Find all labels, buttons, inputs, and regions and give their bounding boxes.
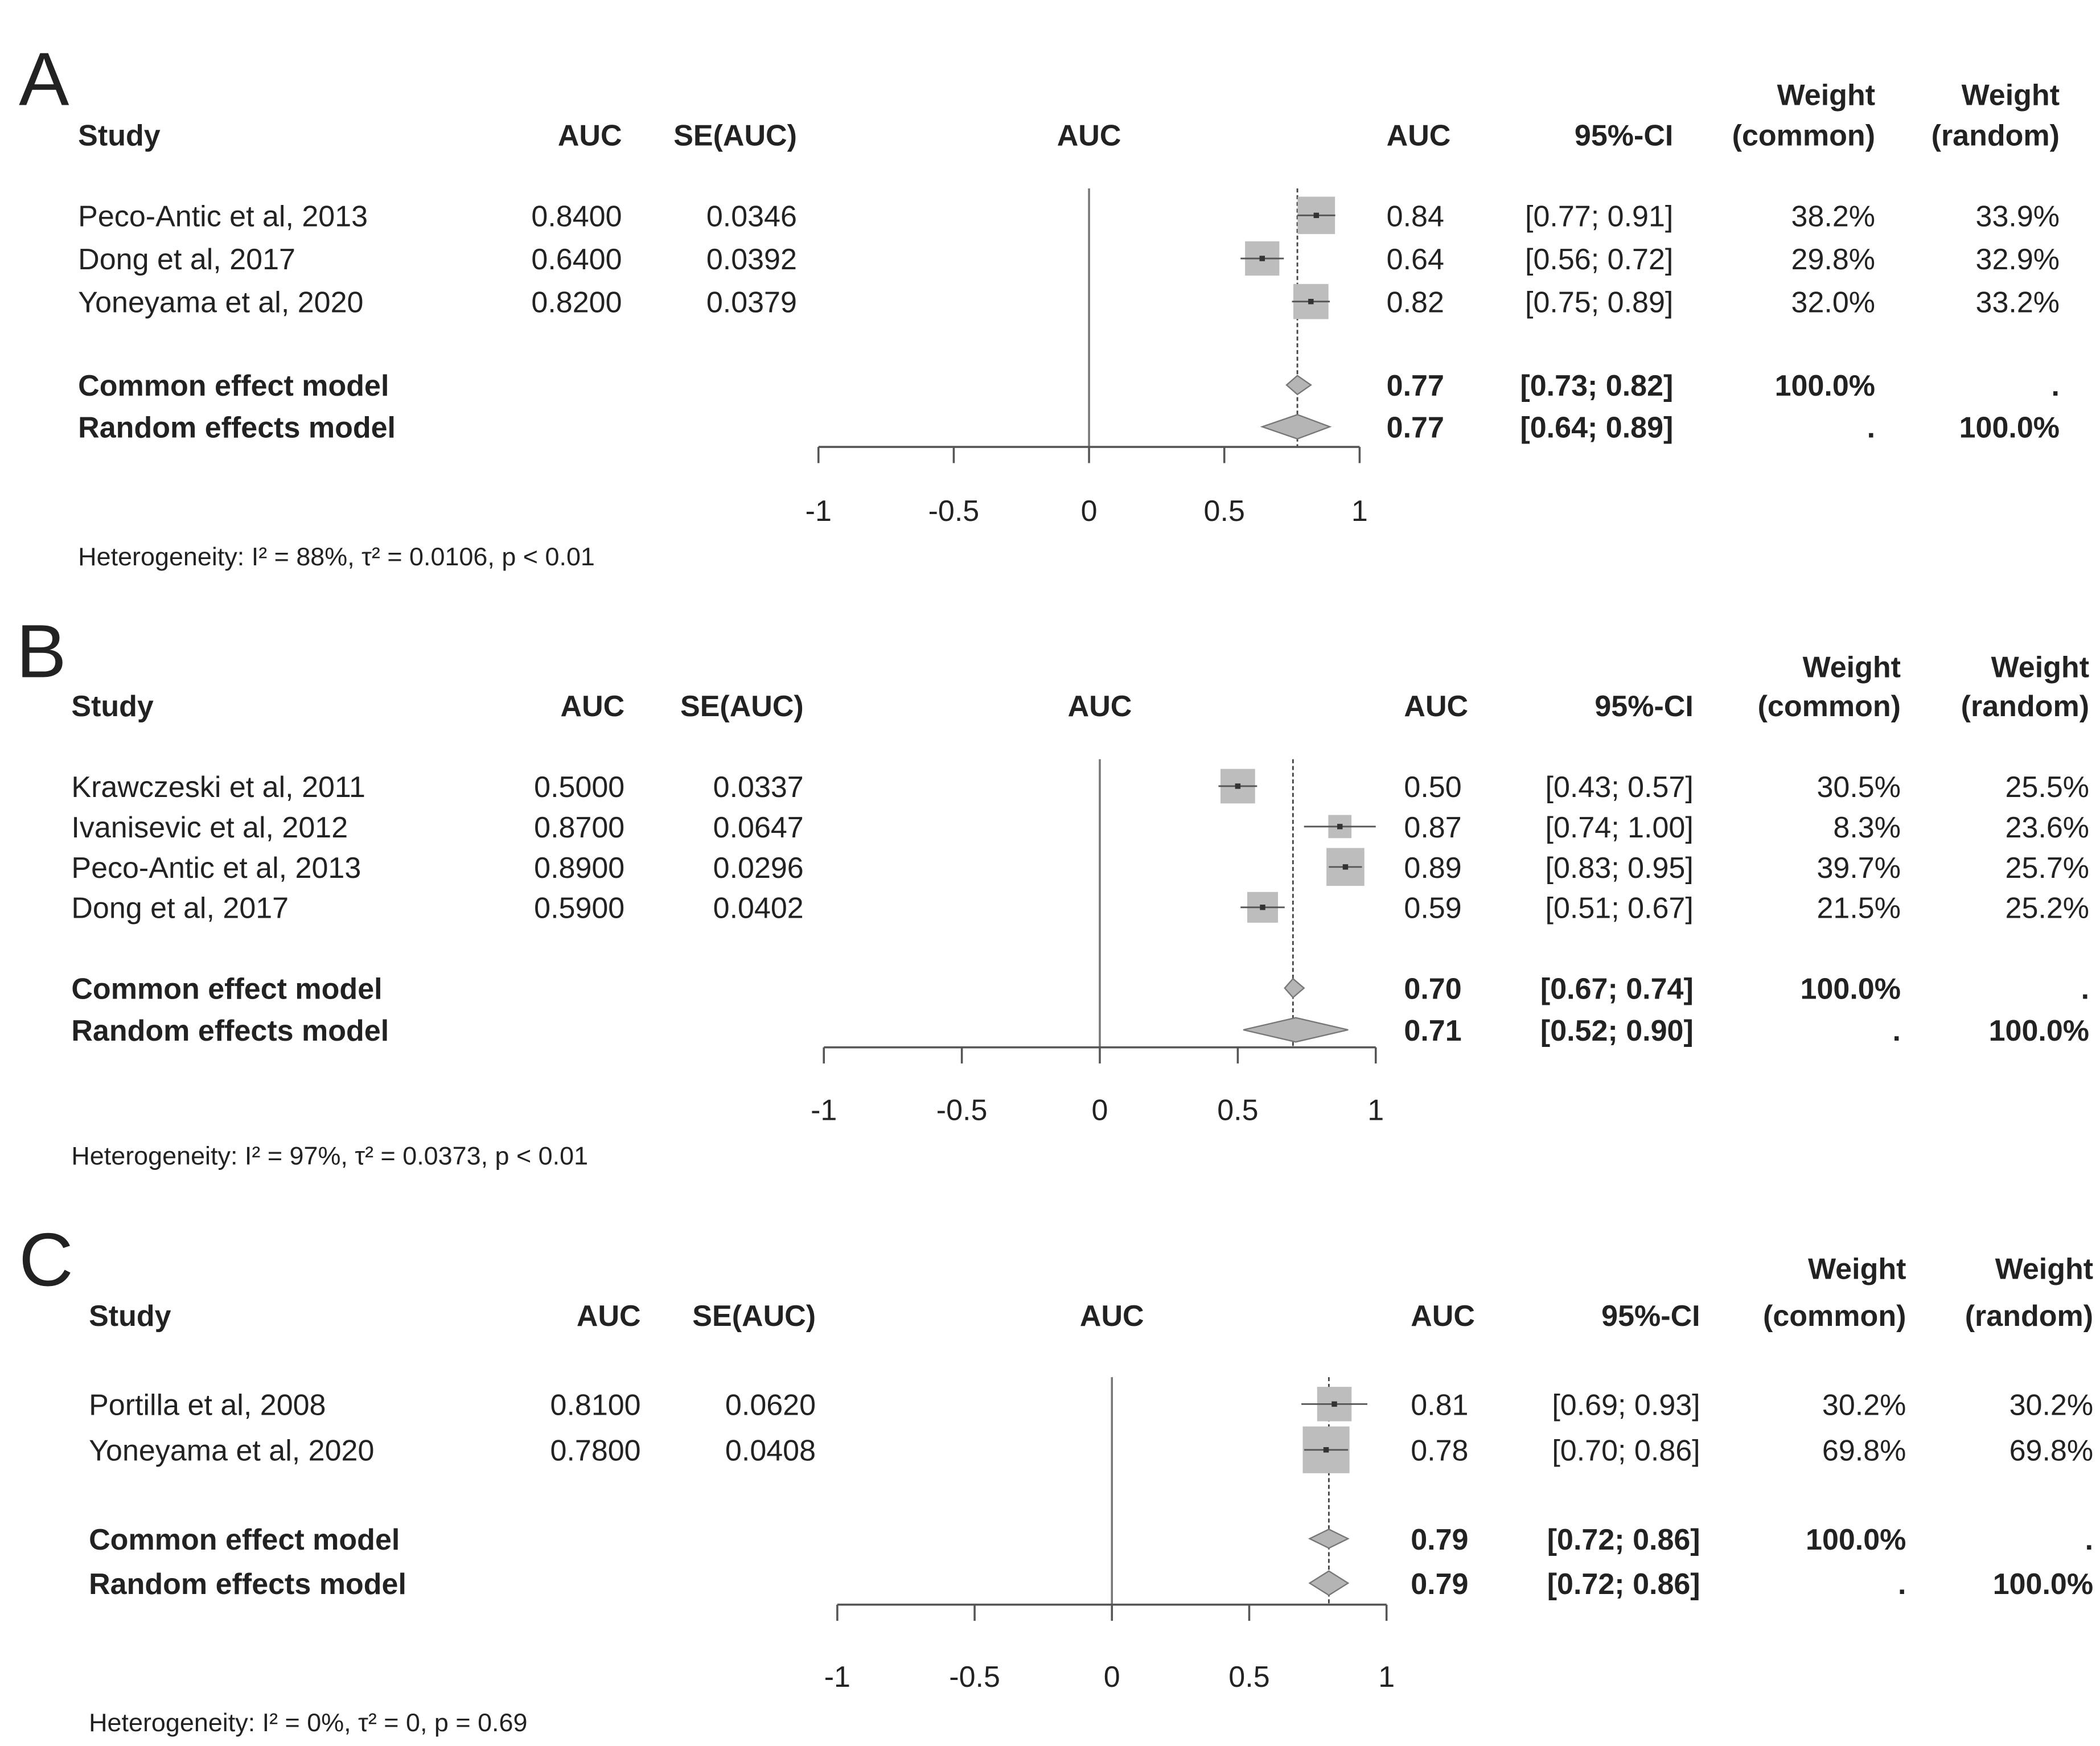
common-model-diamond	[1310, 1529, 1349, 1548]
random-model-weight-random: 100.0%	[1988, 1014, 2090, 1047]
common-model-estimate: 0.70	[1404, 972, 1462, 1006]
study-estimate: 0.78	[1411, 1434, 1469, 1468]
study-auc: 0.6400	[531, 243, 622, 276]
common-model-label: Common effect model	[71, 972, 383, 1006]
study-name: Krawczeski et al, 2011	[71, 770, 365, 804]
study-point	[1260, 905, 1265, 910]
random-model-estimate: 0.79	[1411, 1567, 1469, 1601]
study-estimate: 0.50	[1404, 770, 1462, 804]
x-tick-label: 1	[1351, 495, 1368, 528]
study-name: Dong et al, 2017	[71, 892, 289, 925]
study-point	[1260, 256, 1265, 261]
panel-label: C	[19, 1218, 73, 1303]
header-plot-auc: AUC	[1079, 1300, 1144, 1333]
common-model-diamond	[1287, 376, 1311, 395]
header-weight-random-sub: (random)	[1931, 119, 2060, 153]
study-se: 0.0408	[725, 1434, 816, 1468]
random-model-label: Random effects model	[71, 1014, 389, 1047]
header-plot-auc: AUC	[1067, 690, 1132, 724]
random-model-ci: [0.64; 0.89]	[1520, 411, 1674, 445]
x-tick-label: 1	[1378, 1660, 1395, 1694]
study-se: 0.0620	[725, 1388, 816, 1422]
study-name: Portilla et al, 2008	[89, 1388, 326, 1422]
x-tick-label: 0.5	[1203, 495, 1245, 528]
x-tick-label: 1	[1367, 1094, 1384, 1127]
study-point	[1324, 1447, 1329, 1452]
random-model-estimate: 0.71	[1404, 1014, 1462, 1047]
study-auc: 0.7800	[550, 1434, 641, 1468]
x-tick-label: -0.5	[949, 1660, 1000, 1694]
study-weight-random: 69.8%	[2009, 1434, 2094, 1468]
study-ci: [0.69; 0.93]	[1552, 1388, 1700, 1422]
x-tick-label: 0.5	[1228, 1660, 1270, 1694]
study-estimate: 0.89	[1404, 851, 1462, 885]
study-weight-random: 25.7%	[2005, 851, 2090, 885]
study-name: Peco-Antic et al, 2013	[71, 851, 361, 885]
study-auc: 0.8200	[531, 286, 622, 319]
common-model-weight-random: .	[2085, 1523, 2094, 1556]
header-estimate: AUC	[1411, 1300, 1475, 1333]
study-ci: [0.51; 0.67]	[1545, 892, 1694, 925]
header-study: Study	[71, 690, 154, 724]
study-ci: [0.70; 0.86]	[1552, 1434, 1700, 1468]
header-plot-auc: AUC	[1057, 119, 1121, 153]
x-tick-label: -1	[824, 1660, 851, 1694]
panel-label: B	[16, 609, 67, 694]
study-auc: 0.8400	[531, 200, 622, 233]
random-model-weight-common: .	[1897, 1567, 1906, 1601]
study-weight-common: 39.7%	[1817, 851, 1901, 885]
header-se: SE(AUC)	[692, 1300, 816, 1333]
header-ci: 95%-CI	[1601, 1300, 1700, 1333]
study-name: Dong et al, 2017	[78, 243, 295, 276]
study-se: 0.0402	[713, 892, 804, 925]
heterogeneity-text: Heterogeneity: I² = 0%, τ² = 0, p = 0.69	[89, 1707, 528, 1737]
header-estimate: AUC	[1386, 119, 1451, 153]
header-weight-random: Weight	[1961, 79, 2060, 112]
study-ci: [0.74; 1.00]	[1545, 811, 1694, 844]
header-weight-random-sub: (random)	[1961, 690, 2090, 724]
study-se: 0.0346	[706, 200, 797, 233]
header-study: Study	[89, 1300, 171, 1333]
header-weight-common-sub: (common)	[1757, 690, 1901, 724]
study-estimate: 0.81	[1411, 1388, 1469, 1422]
random-model-diamond	[1243, 1018, 1348, 1042]
header-weight-common-sub: (common)	[1732, 119, 1876, 153]
study-ci: [0.77; 0.91]	[1525, 200, 1674, 233]
study-weight-random: 25.5%	[2005, 770, 2090, 804]
study-weight-common: 8.3%	[1833, 811, 1901, 844]
study-point	[1343, 864, 1348, 869]
x-tick-label: -1	[811, 1094, 837, 1127]
study-weight-common: 32.0%	[1791, 286, 1876, 319]
study-name: Yoneyama et al, 2020	[89, 1434, 375, 1468]
common-model-diamond	[1285, 979, 1304, 997]
common-model-weight-common: 100.0%	[1800, 972, 1901, 1006]
header-ci: 95%-CI	[1594, 690, 1694, 724]
study-auc: 0.8700	[534, 811, 625, 844]
common-model-ci: [0.67; 0.74]	[1540, 972, 1694, 1006]
study-name: Yoneyama et al, 2020	[78, 286, 364, 319]
x-tick-label: -0.5	[928, 495, 980, 528]
study-estimate: 0.59	[1404, 892, 1462, 925]
study-point	[1337, 824, 1342, 829]
heterogeneity-text: Heterogeneity: I² = 97%, τ² = 0.0373, p < 0.01	[71, 1141, 589, 1170]
common-model-ci: [0.72; 0.86]	[1547, 1523, 1700, 1556]
header-ci: 95%-CI	[1574, 119, 1674, 153]
study-point	[1331, 1402, 1337, 1407]
study-weight-common: 21.5%	[1817, 892, 1901, 925]
study-estimate: 0.82	[1386, 286, 1444, 319]
study-se: 0.0296	[713, 851, 804, 885]
study-estimate: 0.84	[1386, 200, 1444, 233]
header-weight-random-sub: (random)	[1965, 1300, 2094, 1333]
random-model-weight-random: 100.0%	[1959, 411, 2060, 445]
x-tick-label: 0.5	[1217, 1094, 1259, 1127]
study-auc: 0.5900	[534, 892, 625, 925]
study-name: Ivanisevic et al, 2012	[71, 811, 348, 844]
x-tick-label: -0.5	[936, 1094, 988, 1127]
study-se: 0.0337	[713, 770, 804, 804]
x-tick-label: 0	[1091, 1094, 1108, 1127]
common-model-label: Common effect model	[78, 369, 389, 403]
panel-label: A	[19, 37, 69, 122]
study-estimate: 0.64	[1386, 243, 1444, 276]
random-model-weight-common: .	[1892, 1014, 1901, 1047]
heterogeneity-text: Heterogeneity: I² = 88%, τ² = 0.0106, p < 0.01	[78, 542, 595, 572]
study-ci: [0.83; 0.95]	[1545, 851, 1694, 885]
study-weight-random: 33.9%	[1975, 200, 2060, 233]
x-tick-label: -1	[805, 495, 832, 528]
common-model-label: Common effect model	[89, 1523, 400, 1556]
study-weight-random: 25.2%	[2005, 892, 2090, 925]
random-model-ci: [0.72; 0.86]	[1547, 1567, 1700, 1601]
header-se: SE(AUC)	[673, 119, 797, 153]
header-auc: AUC	[557, 119, 622, 153]
study-weight-common: 29.8%	[1791, 243, 1876, 276]
study-point	[1314, 213, 1319, 218]
random-model-weight-common: .	[1867, 411, 1876, 445]
common-model-weight-common: 100.0%	[1806, 1523, 1906, 1556]
study-auc: 0.8100	[550, 1388, 641, 1422]
study-auc: 0.5000	[534, 770, 625, 804]
random-model-label: Random effects model	[78, 411, 396, 445]
study-se: 0.0647	[713, 811, 804, 844]
header-se: SE(AUC)	[680, 690, 804, 724]
header-estimate: AUC	[1404, 690, 1469, 724]
header-weight-common: Weight	[1808, 1252, 1906, 1286]
common-model-estimate: 0.77	[1386, 369, 1444, 403]
header-weight-common: Weight	[1777, 79, 1876, 112]
study-weight-random: 30.2%	[2009, 1388, 2094, 1422]
header-weight-random: Weight	[1991, 651, 2090, 684]
header-study: Study	[78, 119, 161, 153]
study-ci: [0.56; 0.72]	[1525, 243, 1674, 276]
study-estimate: 0.87	[1404, 811, 1462, 844]
random-model-estimate: 0.77	[1386, 411, 1444, 445]
study-ci: [0.75; 0.89]	[1525, 286, 1674, 319]
study-weight-random: 33.2%	[1975, 286, 2060, 319]
random-model-ci: [0.52; 0.90]	[1540, 1014, 1694, 1047]
common-model-weight-common: 100.0%	[1774, 369, 1876, 403]
x-tick-label: 0	[1103, 1660, 1120, 1694]
study-name: Peco-Antic et al, 2013	[78, 200, 368, 233]
study-point	[1308, 299, 1313, 304]
header-auc: AUC	[576, 1300, 641, 1333]
x-tick-label: 0	[1080, 495, 1098, 528]
common-model-estimate: 0.79	[1411, 1523, 1469, 1556]
header-auc: AUC	[560, 690, 625, 724]
study-se: 0.0392	[706, 243, 797, 276]
random-model-weight-random: 100.0%	[1992, 1567, 2094, 1601]
common-model-weight-random: .	[2051, 369, 2060, 403]
random-model-diamond	[1262, 414, 1330, 439]
random-model-label: Random effects model	[89, 1567, 406, 1601]
study-ci: [0.43; 0.57]	[1545, 770, 1694, 804]
header-weight-common-sub: (common)	[1763, 1300, 1906, 1333]
study-auc: 0.8900	[534, 851, 625, 885]
study-weight-random: 23.6%	[2005, 811, 2090, 844]
study-weight-random: 32.9%	[1975, 243, 2060, 276]
study-weight-common: 30.5%	[1817, 770, 1901, 804]
study-weight-common: 38.2%	[1791, 200, 1876, 233]
random-model-diamond	[1310, 1571, 1349, 1596]
header-weight-common: Weight	[1802, 651, 1901, 684]
common-model-weight-random: .	[2081, 972, 2090, 1006]
study-se: 0.0379	[706, 286, 797, 319]
study-point	[1235, 783, 1240, 788]
common-model-ci: [0.73; 0.82]	[1520, 369, 1674, 403]
study-weight-common: 30.2%	[1822, 1388, 1906, 1422]
study-weight-common: 69.8%	[1822, 1434, 1906, 1468]
header-weight-random: Weight	[1995, 1252, 2094, 1286]
